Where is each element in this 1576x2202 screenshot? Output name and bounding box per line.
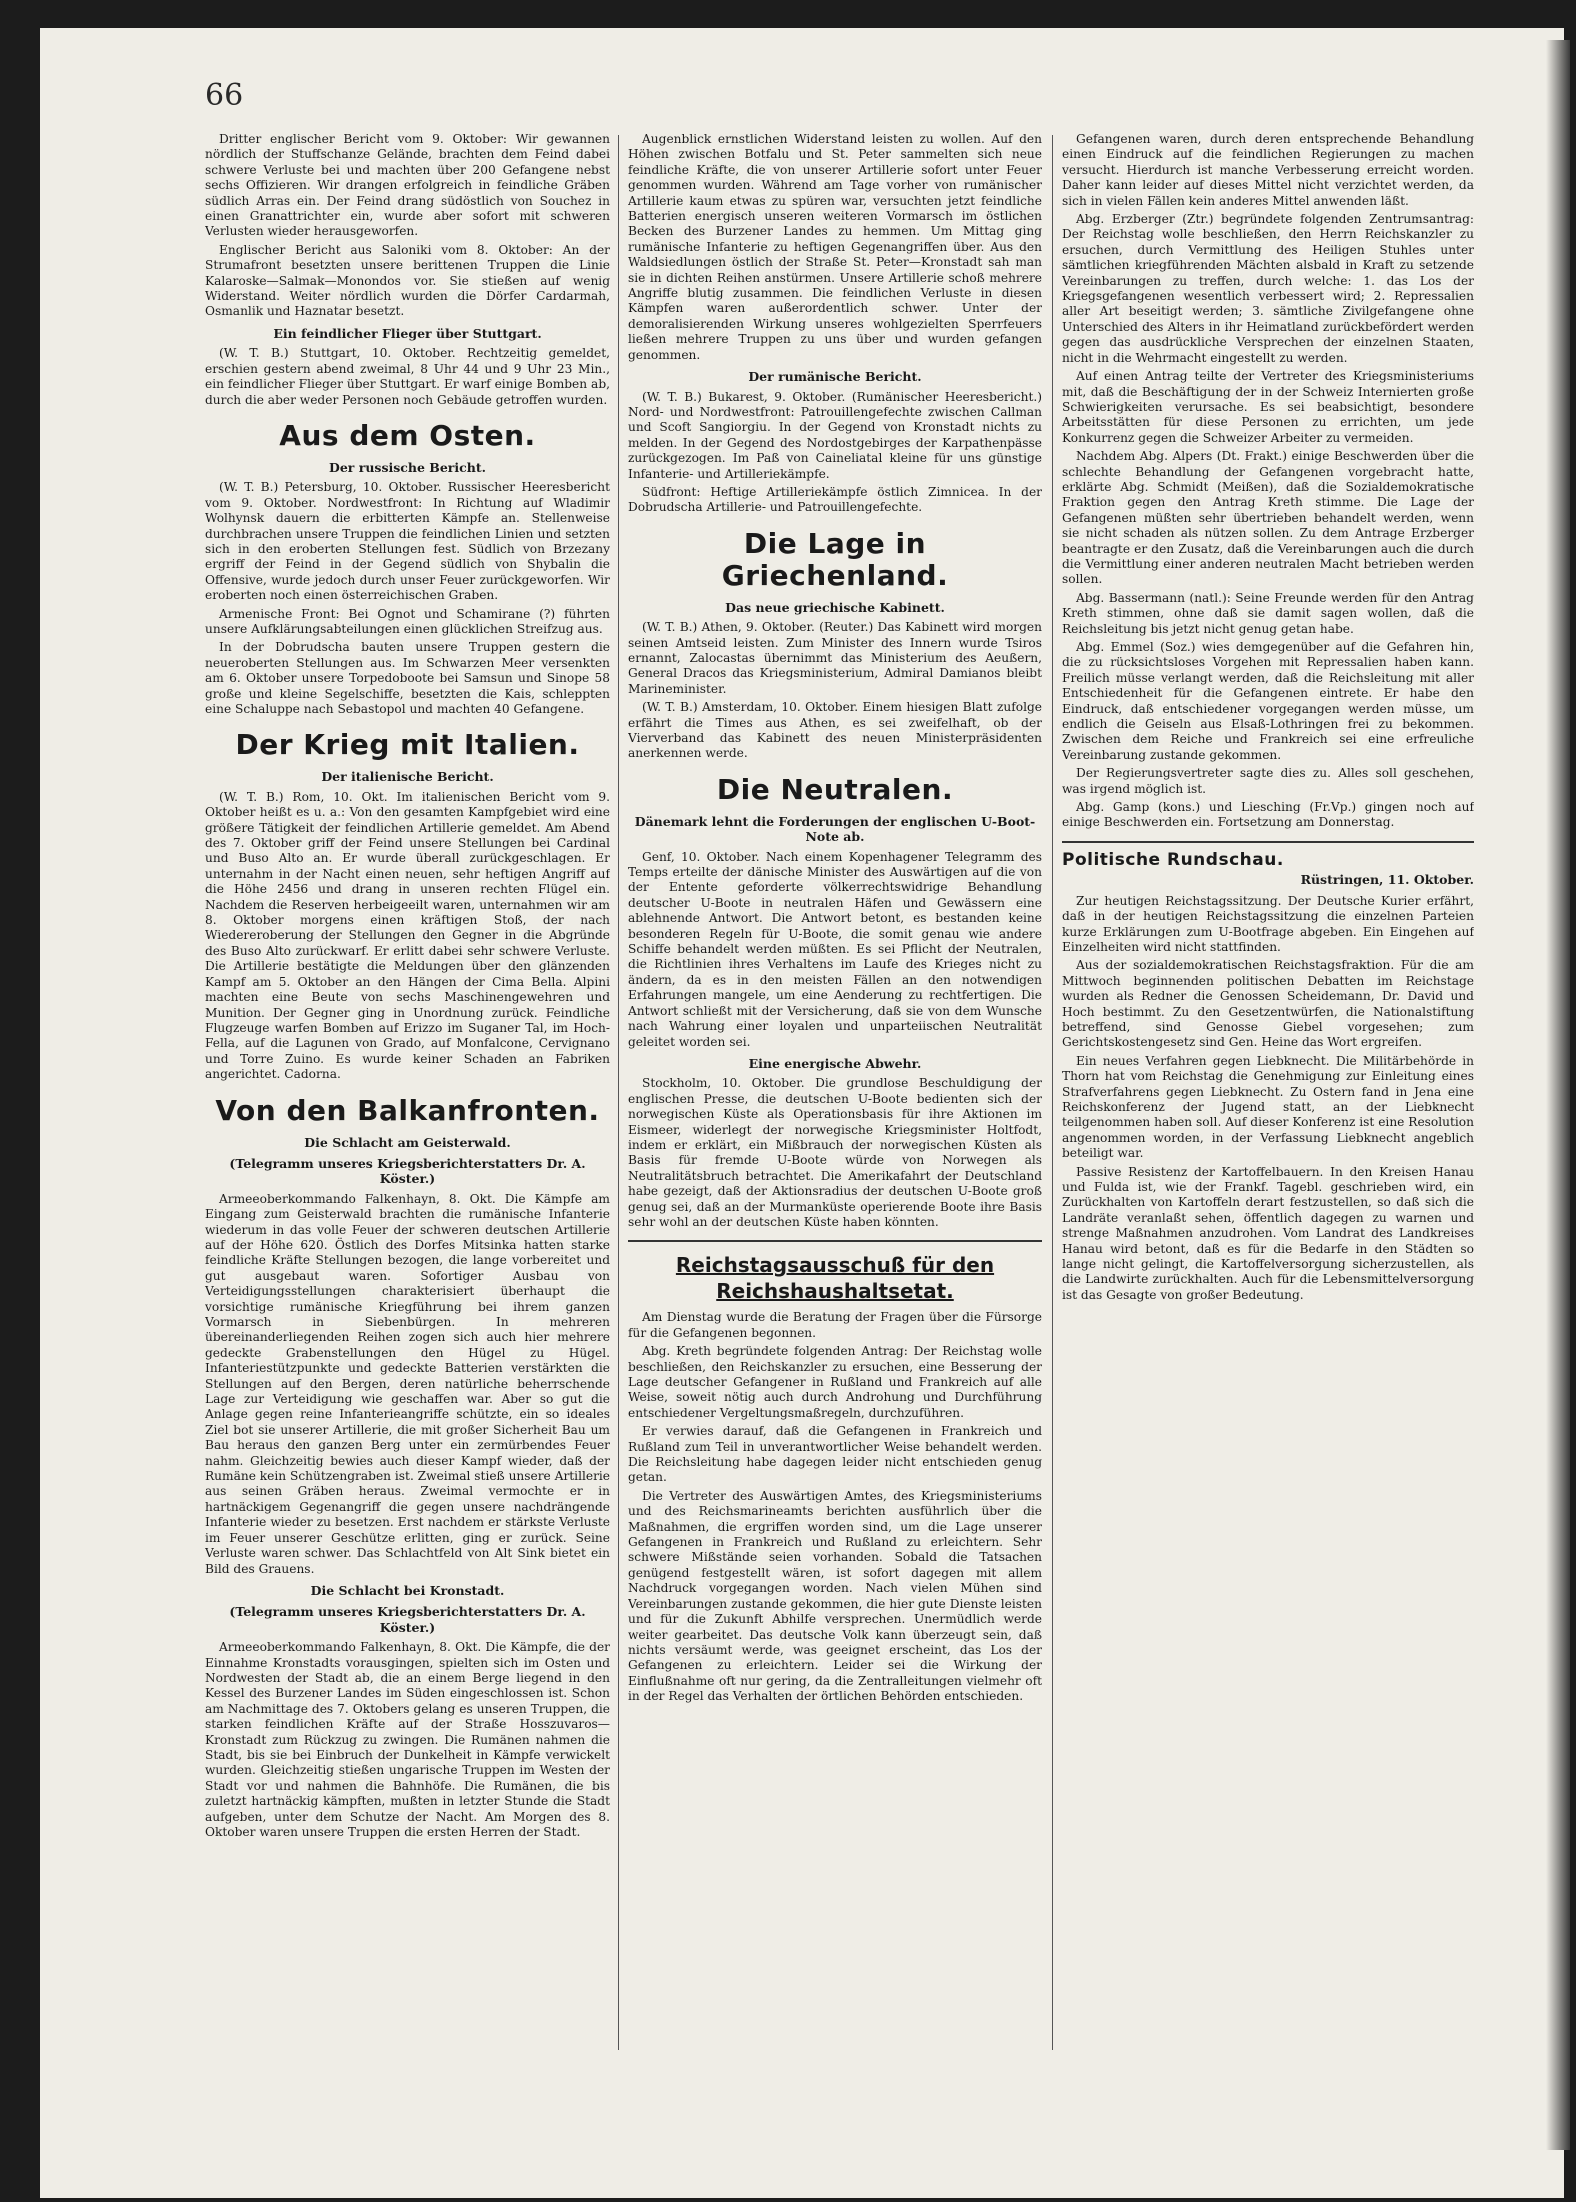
article-paragraph: Am Dienstag wurde die Beratung der Fragen über die Fürsorge für die Gefangenen begonnen. [628, 1310, 1042, 1340]
article-paragraph: (W. T. B.) Bukarest, 9. Oktober. (Rumänischer Heeresbericht.) Nord- und Nordwestfront: Patrouillengefechte zwischen Callman und Scoft Sangiorgiu. In der Gegend von Kronstadt nichts zu melden. In der Gegend des Nordostgebirges der Karpathenpässe zurückgezogen. Im Paß von Caineliatal kleine für uns günstige Infanterie- und Artilleriekämpfe. [628, 389, 1042, 481]
column-2 [628, 132, 1042, 2052]
subheading: Der rumänische Bericht. [748, 369, 922, 385]
article-paragraph: Südfront: Heftige Artilleriekämpfe östlich Zimnicea. In der Dobrudscha Artillerie- und Patrouillengefechte. [628, 484, 1042, 515]
article-paragraph: Gefangenen waren, durch deren entsprechende Behandlung einen Eindruck auf die feindlichen Regierungen zu machen versucht. Hierdurch ist manche Verbesserung erreicht worden. Daher kann leider auf dieses Mittel nicht verzichtet werden, da sich in vielen Fällen kein anderes Mittel anwenden läßt. [1062, 132, 1474, 208]
column-rule [618, 135, 619, 2050]
article-paragraph: Armeeoberkommando Falkenhayn, 8. Okt. Die Kämpfe am Eingang zum Geisterwald brachten die rumänische Infanterie wiederum in das volle Feuer der schweren deutschen Artillerie auf der Höhe 620. Östlich des Dorfes Mitsinka hatten starke feindliche Kräfte Stellungen bezogen, die lange vorbereitet und gut ausgebaut waren. Sofortiger Ausbau von Verteidigungsstellungen charakterisiert überhaupt die vorsichtige rumänische Kriegführung bei ihrem ganzen Vormarsch in Siebenbürgen. In mehreren übereinanderliegenden Reihen zogen sich auch hier mehrere gedeckte Grabenstellungen den Hügel zu Hügel. Infanteriestützpunkte und gedeckte Batterien verstärkten die Stellungen auf den Bergen, deren natürliche beherrschende Lage zur Verteidigung wie geschaffen war. Aber so gut die Anlage gegen reine Infanterieangriffe schützte, ein so ideales Ziel bot sie unserer Artillerie, die mit großer Sicherheit Bau um Bau heraus den ganzen Berg unter ein zermürbendes Feuer nahm. Gleichzeitig bewies auch dieser Kampf wieder, daß der Rumäne kein Schützengraben ist. Zweimal stieß unsere Artillerie aus seinen Gräben heraus. Zweimal vermochte er in hartnäckigem Gegenangriff die gegen unsere nachdrängende Infanterie wieder zu besetzen. Erst nachdem er stärkste Verluste im Feuer unserer Geschütze erlitten, ging er zurück. Seine Verluste waren schwer. Das Schlachtfeld von Alt Sink bietet ein Bild des Grauens. [205, 1191, 610, 1576]
article-paragraph: Armenische Front: Bei Ognot und Schamirane (?) führten unsere Aufklärungsabteilungen einen glücklichen Streifzug aus. [205, 606, 610, 636]
subheading: Die Schlacht bei Kronstadt. [310, 1582, 505, 1598]
subheading: Dänemark lehnt die Forderungen der englischen U-Boot-Note ab. [634, 813, 1036, 845]
column-1 [205, 132, 610, 2052]
article-paragraph: Die Vertreter des Auswärtigen Amtes, des Kriegsministeriums und des Reichsmarineamts berichten ausführlich über die Maßnahmen, die ergriffen worden sind, um die Lage unserer Gefangenen in Frankreich und Rußland zu erleichtern. Sehr schwere Mißstände seien vorhanden. Sobald die Tatsachen genügend festgestellt wären, ist sofort dagegen mit allem Nachdruck vorgegangen worden. Nach vielen Mühen sind Vereinbarungen zustande gekommen, die hier gute Dienste leisten und für die Zukunft Abhilfe versprechen. Unermüdlich werde weiter gearbeitet. Das deutsche Volk kann überzeugt sein, daß nichts versäumt werde, was geeignet erscheint, das Los der Gefangenen zu erleichtern. Leider sei die Wirkung der Einflußnahme oft nur gering, da die Zentralleitungen vielmehr oft in der Regel das Verhalten der örtlichen Behörden entschieden. [628, 1488, 1042, 1704]
article-paragraph: Augenblick ernstlichen Widerstand leisten zu wollen. Auf den Höhen zwischen Botfalu und St. Peter sammelten sich neue feindliche Kräfte, die von unserer Artillerie sofort unter Feuer genommen wurden. Während am Tage vorher von rumänischer Artillerie kaum etwas zu spüren war, versuchten jetzt feindliche Batterien energisch unseren weiteren Vormarsch im östlichen Becken des Burzener Landes zu hemmen. Um Mittag ging rumänische Infanterie zu heftigen Gegenangriffen über. Aus den Waldsiedlungen östlich der Straße St. Peter—Kronstadt sah man sie in dichten Reihen anstürmen. Unsere Artillerie schoß mehrere Angriffe blutig zusammen. Die feindlichen Verluste in diesen Kämpfen waren außerordentlich schwer. Unter der demoralisierenden Wirkung unseres wohlgezielten Sperrfeuers ließen mehrere Truppen zu uns über und wurden gefangen genommen. [628, 132, 1042, 362]
article-paragraph: (W. T. B.) Rom, 10. Okt. Im italienischen Bericht vom 9. Oktober heißt es u. a.: Von den gesamten Kampfgebiet wird eine größere Tätigkeit der feindlichen Artillerie gemeldet. Am Abend des 7. Oktober griff der Feind unsere Stellungen bei Cardinal und Buso Alto an. Er wurde überall zurückgeschlagen. Er unternahm in der Nacht einen neuen, sehr heftigen Angriff auf die Höhe 2456 und drang in unseren rechten Flügel ein. Nachdem die Reserven herbeigeeilt waren, unternahmen wir am 8. Oktober morgens einen kräftigen Stoß, der nach Wiedereroberung der Stellungen den Gegner in die Abgründe des Buso Alto zurückwarf. Er erlitt dabei sehr schwere Verluste. Die Artillerie bestätigte die Meldungen über den glänzenden Kampf am 5. Oktober an den Hängen der Cima Bella. Alpini machten eine Beute von sechs Maschinengewehren und Munition. Der Gegner ging in Unordnung zurück. Feindliche Flugzeuge warfen Bomben auf Erizzo im Suganer Tal, im Hoch-Fella, auf die Lagunen von Grado, auf Monfalcone, Cervignano und Torre Zuino. Es wurde keiner Schaden an Fabriken angerichtet. Cadorna. [205, 789, 610, 1082]
section-divider [628, 1240, 1042, 1242]
article-paragraph: Ein neues Verfahren gegen Liebknecht. Die Militärbehörde in Thorn hat vom Reichstag die Genehmigung zur Einleitung eines Strafverfahrens gegen Liebknecht. Zu Ostern fand in Jena eine Reichskonferenz der Jugend statt, an der Liebknecht teilgenommen haben soll. Auf dieser Konferenz ist eine Resolution angenommen worden, in der Verfassung Liebknecht angeblich beteiligt war. [1062, 1053, 1474, 1161]
article-paragraph: Zur heutigen Reichstagssitzung. Der Deutsche Kurier erfährt, daß in der heutigen Reichstagssitzung die einzelnen Parteien kurze Erklärungen zum U-Bootfrage abgeben. Ein Eingehen auf Einzelheiten wird nicht stattfinden. [1062, 893, 1474, 954]
article-paragraph: Abg. Erzberger (Ztr.) begründete folgenden Zentrumsantrag: Der Reichstag wolle beschließen, den Herrn Reichskanzler zu ersuchen, durch Vermittlung des Heiligen Stuhles unter sämtlichen kriegführenden Mächten alsbald in Kraft zu setzende Vereinbarungen zu treffen, durch welche: 1. das Los der Kriegsgefangenen wesentlich verbessert wird; 2. Repressalien aller Art beseitigt werden; 3. sämtliche Zivilgefangene ohne Unterschied des Alters in ihr Heimatland zurückbefördert werden gegen das ausdrückliche Versprechen der einzelnen Staaten, nicht in die Wehrmacht eingestellt zu werden. [1062, 212, 1474, 365]
article-paragraph: Englischer Bericht aus Saloniki vom 8. Oktober: An der Strumafront besetzten unsere berittenen Truppen die Linie Kalaroske—Salmak—Monondos vor. Sie stießen auf wenig Widerstand. Weiter nördlich wurden die Dörfer Cardarmah, Osmanlik und Haznatar besetzt. [205, 242, 610, 319]
page-edge-shadow [1546, 40, 1570, 2150]
section-heading: Die Neutralen. [716, 772, 954, 806]
article-paragraph: (W. T. B.) Petersburg, 10. Oktober. Russischer Heeresbericht vom 9. Oktober. Nordwestfront: In Richtung auf Wladimir Wolhynsk dauern die erbitterten Kämpfe an. Stellenweise durchbrachen unsere Truppen die feindlichen Linien und setzten sich in den eroberten Stellungen fest. Südlich von Brzezany ergriff der Feind in der Gegend südlich von Shybalin die Offensive, wurde jedoch durch unser Feuer zurückgeworfen. Wir eroberten noch einen österreichischen Graben. [205, 480, 610, 603]
section-heading: Die Lage in Griechenland. [721, 526, 949, 592]
article-paragraph: Auf einen Antrag teilte der Vertreter des Kriegsministeriums mit, daß die Beschäftigung der in der Schweiz Internierten große Schwierigkeiten verursache. Es sei beabsichtigt, besondere Arbeitsstätten für diese Personen zu errichten, um jede Konkurrenz gegen die Schweizer Arbeiter zu vermeiden. [1062, 369, 1474, 445]
subheading: Ein feindlicher Flieger über Stuttgart. [273, 325, 542, 341]
article-paragraph: (W. T. B.) Amsterdam, 10. Oktober. Einem hiesigen Blatt zufolge erfährt die Times aus Athen, es sei zweifelhaft, ob der Vierverband das Kabinett des neuen Ministerpräsidenten anerkennen werde. [628, 700, 1042, 761]
column-rule [1052, 135, 1053, 2050]
section-heading: Reichstagsausschuß für den Reichshaushaltsetat. [675, 1253, 995, 1304]
article-paragraph: Der Regierungsvertreter sagte dies zu. Alles soll geschehen, was irgend möglich ist. [1062, 766, 1474, 796]
subheading: (Telegramm unseres Kriegsberichterstatters Dr. A. Köster.) [229, 1155, 586, 1187]
article-paragraph: (W. T. B.) Athen, 9. Oktober. (Reuter.) Das Kabinett wird morgen seinen Amtseid leisten. Zum Minister des Innern wurde Tsiros ernannt, Zalocastas übernimmt das Ministerium des Aeußern, General Dracos das Kriegsministerium, Admiral Damianos bleibt Marineminister. [628, 620, 1042, 696]
article-paragraph: Abg. Gamp (kons.) und Liesching (Fr.Vp.) gingen noch auf einige Beschwerden ein. Fortsetzung am Donnerstag. [1062, 800, 1474, 830]
article-paragraph: Nachdem Abg. Alpers (Dt. Frakt.) einige Beschwerden über die schlechte Behandlung der Gefangenen vorgebracht hatte, erklärte Abg. Schmidt (Meißen), daß die Sozialdemokratische Fraktion gegen den Antrag Kreth stimme. Die Lage der Gefangenen müßten sehr übertrieben behandelt werden, wenn sie nicht schaden als nützen sollen. Zu dem Antrage Erzberger beantragte er den Zusatz, daß die Vereinbarungen auch die durch die Vermittlung einer anderen neutralen Macht betrieben werden sollen. [1062, 449, 1474, 587]
article-paragraph: Genf, 10. Oktober. Nach einem Kopenhagener Telegramm des Temps erteilte der dänische Minister des Auswärtigen auf die von der Entente geforderte völkerrechtswidrige Behandlung deutscher U-Boote in neutralen Häfen und Gewässern eine ablehnende Antwort. Die Antwort betont, es bestanden keine besonderen Regeln für U-Boote, die somit genau wie andere Schiffe behandelt werden müßten. Es sei Pflicht der Neutralen, die Richtlinien ihres Verhaltens im Laufe des Krieges nicht zu ändern, da es in den meisten Fällen an den notwendigen Erfahrungen mangele, um eine Aenderung zu rechtfertigen. Die Antwort schließt mit der Versicherung, daß sie von dem Wunsche nach Wahrung einer loyalen und unparteiischen Neutralität geleitet worden sei. [628, 849, 1042, 1049]
article-paragraph: In der Dobrudscha bauten unsere Truppen gestern die neueroberten Stellungen aus. Im Schwarzen Meer versenkten am 6. Oktober unsere Torpedoboote bei Samsun und Sinope 58 große und kleine Segelschiffe, besetzten die Kais, schleppten eine Schaluppe nach Sebastopol und machten 40 Gefangene. [205, 640, 610, 716]
dateline: Rüstringen, 11. Oktober. [1300, 872, 1474, 888]
article-paragraph: Abg. Kreth begründete folgenden Antrag: Der Reichstag wolle beschließen, den Reichskanzler zu ersuchen, eine Besserung der Lage deutscher Gefangener in Rußland und Frankreich auf alle Weise, soweit nötig auch durch Androhung und Durchführung entschiedener Vergeltungsmaßregeln, durchzuführen. [628, 1344, 1042, 1420]
section-divider [1062, 841, 1474, 843]
section-heading: Der Krieg mit Italien. [235, 728, 580, 762]
article-paragraph: Abg. Bassermann (natl.): Seine Freunde werden für den Antrag Kreth stimmen, ohne daß sie damit sagen wollen, daß die Reichsleitung bis jetzt nicht genug getan habe. [1062, 590, 1474, 636]
article-paragraph: Armeeoberkommando Falkenhayn, 8. Okt. Die Kämpfe, die der Einnahme Kronstadts vorausgingen, spielten sich im Osten und Nordwesten der Stadt ab, die an einem Berge liegend in den Kessel des Burzener Landes im Süden eingeschlossen ist. Schon am Nachmittage des 7. Oktobers gelang es unseren Truppen, die starken feindlichen Kräfte auf der Straße Hosszuvaros—Kronstadt zum Rückzug zu zwingen. Die Rumänen nahmen die Stadt, bis sie bei Einbruch der Dunkelheit in Kämpfe verwickelt wurden. Gleichzeitig stießen ungarische Truppen im Westen der Stadt vor und nahmen die Bahnhöfe. Die Rumänen, die bis zuletzt hartnäckig kämpften, mußten in letzter Stunde die Stadt aufgeben, unter dem Schutze der Nacht. Am Morgen des 8. Oktober waren unsere Truppen die ersten Herren der Stadt. [205, 1640, 610, 1839]
subheading: Die Schlacht am Geisterwald. [304, 1134, 511, 1150]
subheading: Das neue griechische Kabinett. [725, 599, 945, 615]
subheading: (Telegramm unseres Kriegsberichterstatters Dr. A. Köster.) [229, 1604, 586, 1635]
article-paragraph: Passive Resistenz der Kartoffelbauern. In den Kreisen Hanau und Fulda ist, wie der Frankf. Tagebl. geschrieben wird, ein Zurückhalten von Kartoffeln derart festzustellen, so daß sich die Landräte veranlaßt sehen, öffentlich dagegen zu warnen und strenge Maßnahmen anzudrohen. Vom Landrat des Landkreises Hanau wird betont, daß es für die Bedarfe in den Städten so lange nicht gelingt, die Kartoffelversorgung sicherzustellen, als die Landwirte zurückhalten. Auch für die Lebensmittelversorgung ist das Gesagte von großer Bedeutung. [1062, 1164, 1474, 1302]
page-number: 66 [205, 78, 244, 113]
column-3 [1062, 132, 1474, 2052]
article-paragraph: Stockholm, 10. Oktober. Die grundlose Beschuldigung der englischen Presse, die deutschen U-Boote bedienten sich der norwegischen Küste als Operationsbasis für ihre Aktionen im Eismeer, widerlegt der norwegische Kriegsminister Holtfodt, indem er erklärt, ein Mißbrauch der norwegischen Küsten als Basis für fremde U-Boote würde von Norwegen als Neutralitätsbruch betrachtet. Die Amerikafahrt der Deutschland habe gezeigt, daß der Aktionsradius der deutschen U-Boote groß genug sei, daß an der Murmanküste operierende Boote ihre Basis sehr wohl an der deutschen Küste haben könnten. [628, 1076, 1042, 1229]
section-heading: Von den Balkanfronten. [215, 1093, 600, 1127]
section-heading: Politische Rundschau. [1062, 849, 1284, 870]
article-paragraph: Aus der sozialdemokratischen Reichstagsfraktion. Für die am Mittwoch beginnenden politischen Debatten im Reichstage wurden als Redner die Genossen Scheidemann, Dr. David und Hoch bestimmt. Zu den Gesetzentwürfen, die Nationalstiftung betreffend, sind Genosse Giebel vorgesehen; zum Gerichtskostengesetz sind Gen. Heine das Wort ergreifen. [1062, 958, 1474, 1050]
article-paragraph: Er verwies darauf, daß die Gefangenen in Frankreich und Rußland zum Teil in unverantwortlicher Weise behandelt werden. Die Reichsleitung habe dagegen leider nicht entschieden genug getan. [628, 1424, 1042, 1485]
article-paragraph: (W. T. B.) Stuttgart, 10. Oktober. Rechtzeitig gemeldet, erschien gestern abend zweimal, 8 Uhr 44 und 9 Uhr 23 Min., ein feindlicher Flieger über Stuttgart. Er warf einige Bomben ab, durch die aber weder Personen noch Gebäude getroffen wurden. [205, 346, 610, 407]
section-heading: Aus dem Osten. [279, 418, 536, 452]
subheading: Der russische Bericht. [329, 459, 486, 475]
subheading: Der italienische Bericht. [321, 769, 494, 785]
subheading: Eine energische Abwehr. [748, 1055, 922, 1071]
article-paragraph: Dritter englischer Bericht vom 9. Oktober: Wir gewannen nördlich der Stuffschanze Gelände, brachten dem Feind dabei schwere Verluste bei und machten über 200 Gefangene nebst sechs Offizieren. Wir drangen erfolgreich in feindliche Gräben südlich Arras ein. Der Feind drang südöstlich von Souchez in einen Granattrichter ein, wurde aber sofort mit schweren Verlusten wieder herausgeworfen. [205, 132, 610, 239]
article-paragraph: Abg. Emmel (Soz.) wies demgegenüber auf die Gefahren hin, die zu rücksichtsloses Vorgehen mit Repressalien haben kann. Freilich müsse verlangt werden, daß die Reichsleitung mit aller Entschiedenheit für die Gefangenen eintrete. Er habe den Eindruck, daß entschiedener vorgegangen werden müsse, um endlich die Geiseln aus Elsaß-Lothringen frei zu bekommen. Zwischen dem Reiche und Frankreich sei eine erfreuliche Vereinbarung zustande gekommen. [1062, 640, 1474, 762]
